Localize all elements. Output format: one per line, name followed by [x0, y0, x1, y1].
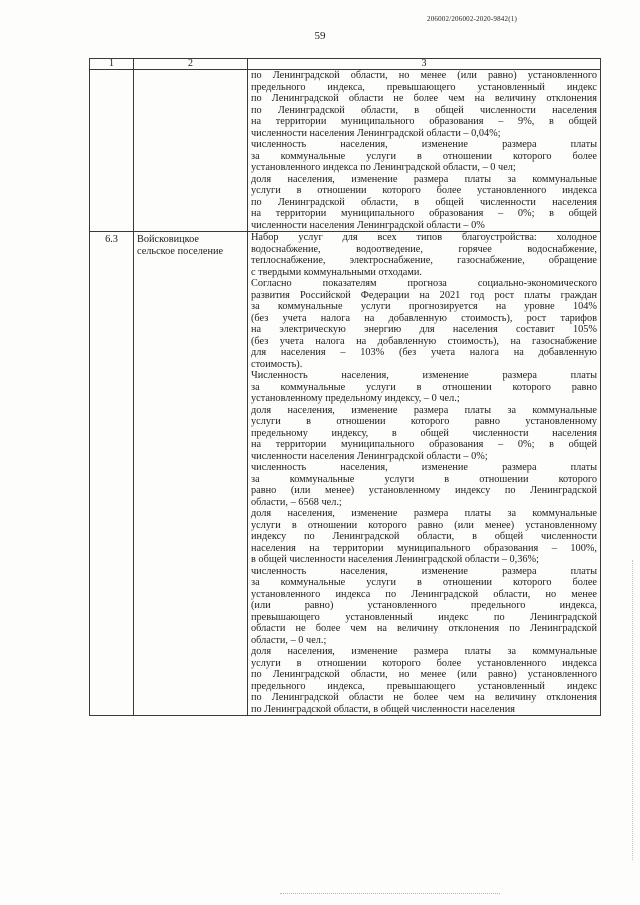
text-line: доля населения, изменение размера платы за коммунальные	[251, 646, 597, 657]
text-line: услуги в отношении которого более установленного индекса	[251, 657, 597, 669]
text-line: (или равно) установленного предельного индекса,	[251, 600, 597, 611]
text-line: Набор услуг для всех типов благоустройства: холодное	[251, 232, 597, 243]
text-line: по Ленинградской области не более чем на величину отклонения	[251, 692, 597, 703]
settlement-name-line: сельское поселение	[137, 245, 224, 257]
text-line: за коммунальные услуги в отношении которого равно	[251, 381, 597, 393]
text-line: предельного индекса, превышающего установленный индекс	[251, 680, 597, 692]
text-line: услуги в отношении которого более установленного индекса	[251, 185, 597, 196]
text-line: численности населения Ленинградской области – 0%	[251, 219, 485, 231]
text-line: численность населения, изменение размера платы	[251, 565, 597, 577]
text-line: услуги в отношении которого равно установленному	[251, 416, 597, 427]
text-line: на электрическую энергию для населения составит 105%	[251, 324, 597, 335]
text-line: по Ленинградской области, но менее (или равно) установленного	[251, 669, 597, 680]
text-line: (без учета налога на добавленную стоимость), на газоснабжение	[251, 335, 597, 347]
text-line: области, – 6568 чел.;	[251, 496, 342, 508]
column-number-1: 1	[90, 59, 134, 70]
text-line: на территории муниципального образования – 0%; в общей	[251, 439, 597, 450]
text-line: (без учета налога на добавленную стоимость), рост тарифов	[251, 312, 597, 324]
text-line: теплоснабжение, электроснабжение, газоснабжение, обращение	[251, 255, 597, 266]
text-line: для населения – 103% (без учета налога на добавленную	[251, 347, 597, 358]
text-line: доля населения, изменение размера платы за коммунальные	[251, 508, 597, 519]
text-line: на территории муниципального образования – 9%, в общей	[251, 116, 597, 127]
text-line: по Ленинградской области, в общей численности населения	[251, 104, 597, 116]
text-line: области, – 0 чел.;	[251, 634, 327, 646]
text-line: численность населения, изменение размера платы	[251, 462, 597, 473]
text-line: равно (или менее) установленному индексу по Ленинградской	[251, 485, 597, 496]
text-line: предельного индекса, превышающего установленный индекс	[251, 81, 597, 93]
column-numbers-row	[90, 59, 601, 70]
text-line: индексу по Ленинградской области, в общей численности	[251, 531, 597, 542]
scan-artifact	[280, 893, 500, 895]
text-line: предельному индексу, в общей численности населения	[251, 427, 597, 439]
text-line: Согласно показателям прогноза социально-экономического	[251, 278, 597, 289]
settlement-name-cell	[134, 70, 248, 232]
text-line: установленного индекса по Ленинградской области, – 0 чел;	[251, 162, 516, 173]
text-line: установленного индекса по Ленинградской области, но менее	[251, 588, 597, 600]
description-cell	[248, 232, 601, 716]
text-line: по Ленинградской области не более чем на величину отклонения	[251, 93, 597, 104]
column-number-2: 2	[134, 59, 248, 70]
text-line: за коммунальные услуги в отношении которого более	[251, 150, 597, 162]
regions-table	[89, 58, 601, 716]
text-line: по Ленинградской области, в общей численности населения	[251, 196, 597, 208]
text-line: превышающего установленный индекс по Ленинградской	[251, 611, 597, 623]
document-id: 206002/206002-2020-9842(1)	[427, 15, 517, 23]
text-line: на территории муниципального образования – 0%; в общей	[251, 208, 597, 219]
text-line: области не более чем на величину отклонения по Ленинградской	[251, 623, 597, 634]
text-line: в общей численности населения Ленинградской области – 0,36%;	[251, 554, 539, 565]
description-cell	[248, 70, 601, 232]
text-line: Численность населения, изменение размера платы	[251, 370, 597, 381]
text-line: за коммунальные услуги прогнозируется на уровне 104%	[251, 301, 597, 312]
text-line: доля населения, изменение размера платы за коммунальные	[251, 173, 597, 185]
text-line: установленному предельному индексу, – 0 чел.;	[251, 393, 460, 404]
page-number: 59	[314, 30, 326, 42]
text-line: с твердыми коммунальными отходами.	[251, 266, 422, 278]
text-line: доля населения, изменение размера платы за коммунальные	[251, 404, 597, 416]
text-line: численность населения, изменение размера платы	[251, 139, 597, 150]
table-row-continued	[90, 70, 601, 232]
text-line: водоснабжение, водоотведение, горячее водоснабжение,	[251, 243, 597, 255]
text-line: развития Российской Федерации на 2021 год рост платы граждан	[251, 289, 597, 301]
text-line: услуги в отношении которого равно (или менее) установленному	[251, 519, 597, 531]
settlement-name-line: Войсковицкое	[137, 234, 199, 245]
text-line: численности населения Ленинградской области – 0%;	[251, 450, 488, 462]
scan-artifact	[632, 560, 634, 860]
table-row-6-3	[90, 232, 601, 716]
text-line: за коммунальные услуги в отношении которого	[251, 473, 597, 485]
text-line: населения на территории муниципального образования – 100%,	[251, 542, 597, 554]
text-line: по Ленинградской области, но менее (или равно) установленного	[251, 70, 597, 81]
row-number-cell: 6.3	[90, 232, 134, 716]
settlement-name-cell	[134, 232, 248, 716]
column-number-3: 3	[248, 59, 601, 70]
text-line: стоимость).	[251, 358, 303, 370]
row-number-cell	[90, 70, 134, 232]
text-line: за коммунальные услуги в отношении которого более	[251, 577, 597, 588]
text-line: численности населения Ленинградской области – 0,04%;	[251, 127, 501, 139]
text-line: по Ленинградской области, в общей численности населения	[251, 703, 516, 715]
